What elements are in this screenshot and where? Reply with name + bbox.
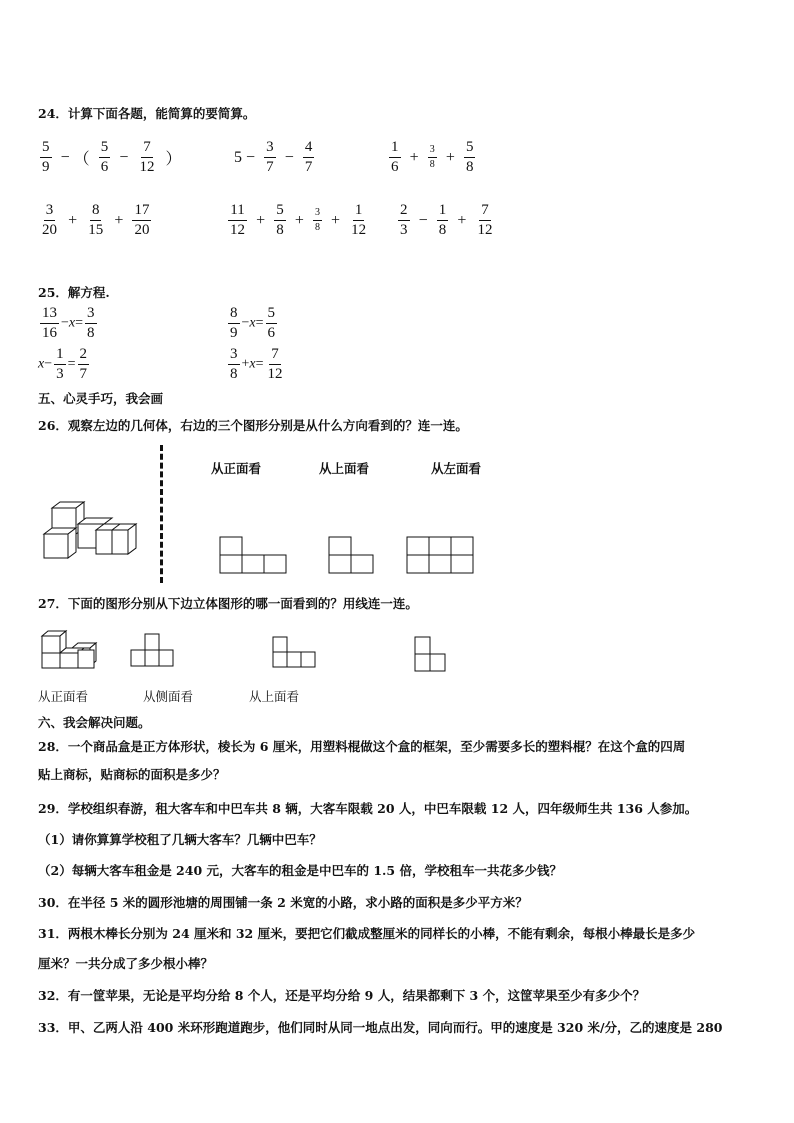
q30-text: 30．在半径 5 米的圆形池塘的周围铺一条 2 米宽的小路，求小路的面积是多少平方米？ <box>38 895 528 910</box>
fraction: $\frac{3}{7}$ <box>266 139 274 175</box>
fraction: $\frac{3}{8}$ <box>429 144 435 170</box>
fraction: $\frac{3}{20}$ <box>42 202 57 238</box>
q24-title: 24．计算下面各题，能简算的要简算。 <box>38 106 256 121</box>
q33-text: 33．甲、乙两人沿 400 米环形跑道跑步，他们同时从同一地点出发，同向而行。甲的速度是 320 米/分，乙的速度是 280 <box>38 1020 723 1035</box>
cube <box>44 528 76 558</box>
q25-eq-4: $\frac{3}{8}$ +x= $\frac{7}{12}$ <box>230 346 283 382</box>
fraction: $\frac{11}{12}$ <box>230 202 245 238</box>
q24-expr-2: 5 − $\frac{3}{7}$ − $\frac{4}{7}$ <box>234 139 313 175</box>
q26-view-left <box>406 536 476 574</box>
q26-label-left: 从左面看 <box>431 461 482 476</box>
cube <box>112 524 136 554</box>
q25-eq-3: x− $\frac{1}{3}$ = $\frac{2}{7}$ <box>38 346 88 382</box>
fraction: $\frac{2}{3}$ <box>400 202 408 238</box>
cube <box>42 631 66 653</box>
fraction: $\frac{1}{12}$ <box>351 202 367 238</box>
fraction: $\frac{7}{12}$ <box>139 139 155 175</box>
q26-label-top: 从上面看 <box>319 461 370 476</box>
fraction: $\frac{5}{9}$ <box>42 139 50 175</box>
section-5-heading: 五、心灵手巧，我会画 <box>38 391 164 406</box>
fraction: $\frac{7}{12}$ <box>477 202 493 238</box>
q27-label-side: 从侧面看 <box>143 689 194 704</box>
q26-label-front: 从正面看 <box>211 461 262 476</box>
q27-view-3 <box>414 636 450 674</box>
q28-line-1: 28．一个商品盒是正方体形状，棱长为 6 厘米，用塑料棍做这个盒的框架，至少需要多长的塑料棍？在这个盒的四周 <box>38 739 686 754</box>
q26-view-top <box>328 536 378 574</box>
q27-label-front: 从正面看 <box>38 689 89 704</box>
fraction: $\frac{17}{20}$ <box>134 202 150 238</box>
q26-view-front <box>219 536 289 574</box>
q31-line-1: 31．两根木棒长分别为 24 厘米和 32 厘米，要把它们截成整厘米的同样长的小棒，不能有剩余，每根小棒最长是多少 <box>38 926 696 941</box>
fraction: $\frac{1}{6}$ <box>391 139 399 175</box>
q32-text: 32．有一筐苹果，无论是平均分给 8 个人，还是平均分给 9 人，结果都剩下 3 个，这筐苹果至少有多少个？ <box>38 988 646 1003</box>
fraction: $\frac{5}{8}$ <box>276 202 284 238</box>
q27-solid-figure <box>38 628 102 670</box>
q27-view-1 <box>130 633 180 669</box>
q24-expr-4: $\frac{3}{20}$ + $\frac{8}{15}$ + $\frac{17}{20}$ <box>42 202 150 238</box>
q29-sub-2: （2）每辆大客车租金是 240 元，大客车的租金是中巴车的 1.5 倍，学校租车一共花多少钱？ <box>38 863 562 878</box>
q24-expr-3: $\frac{1}{6}$ + $\frac{3}{8}$ + $\frac{5}{8}$ <box>391 139 474 175</box>
fraction: $\frac{4}{7}$ <box>304 139 313 175</box>
fraction: $\frac{1}{8}$ <box>438 202 447 238</box>
q25-eq-1: $\frac{13}{16}$ −x= $\frac{3}{8}$ <box>42 305 95 341</box>
fraction: $\frac{3}{8}$ <box>314 207 320 233</box>
q28-line-2: 贴上商标，贴商标的面积是多少？ <box>38 767 226 782</box>
q27-title: 27．下面的图形分别从下边立体图形的哪一面看到的？用线连一连。 <box>38 596 418 611</box>
q24-expr-6: $\frac{2}{3}$ − $\frac{1}{8}$ + $\frac{7}{12}$ <box>400 202 493 238</box>
divider-dashed <box>160 445 163 583</box>
fraction: $\frac{5}{8}$ <box>465 139 474 175</box>
fraction: $\frac{5}{6}$ <box>100 139 109 175</box>
q25-title: 25．解方程. <box>38 285 110 300</box>
section-6-heading: 六、我会解决问题。 <box>38 715 151 730</box>
q26-solid-figure <box>40 500 144 562</box>
q27-view-2 <box>272 636 322 670</box>
q29-sub-1: （1）请你算算学校租了几辆大客车？几辆中巴车？ <box>38 832 322 847</box>
q27-label-top: 从上面看 <box>249 689 300 704</box>
q25-eq-2: $\frac{8}{9}$ −x= $\frac{5}{6}$ <box>230 305 276 341</box>
cube <box>42 653 60 668</box>
fraction: $\frac{8}{15}$ <box>88 202 104 238</box>
q26-title: 26．观察左边的几何体，右边的三个图形分别是从什么方向看到的？连一连。 <box>38 418 468 433</box>
q24-expr-1: $\frac{5}{9}$ − （ $\frac{5}{6}$ − $\frac{7}{12}$ ） <box>42 139 182 175</box>
q29-line-1: 29．学校组织春游，租大客车和中巴车共 8 辆，大客车限载 20 人，中巴车限载 12 人，四年级师生共 136 人参加。 <box>38 801 698 816</box>
q24-expr-5: $\frac{11}{12}$ + $\frac{5}{8}$ + $\frac{3}{8}$ + $\frac{1}{12}$ <box>230 202 367 238</box>
q31-line-2: 厘米？一共分成了多少根小棒？ <box>38 956 214 971</box>
